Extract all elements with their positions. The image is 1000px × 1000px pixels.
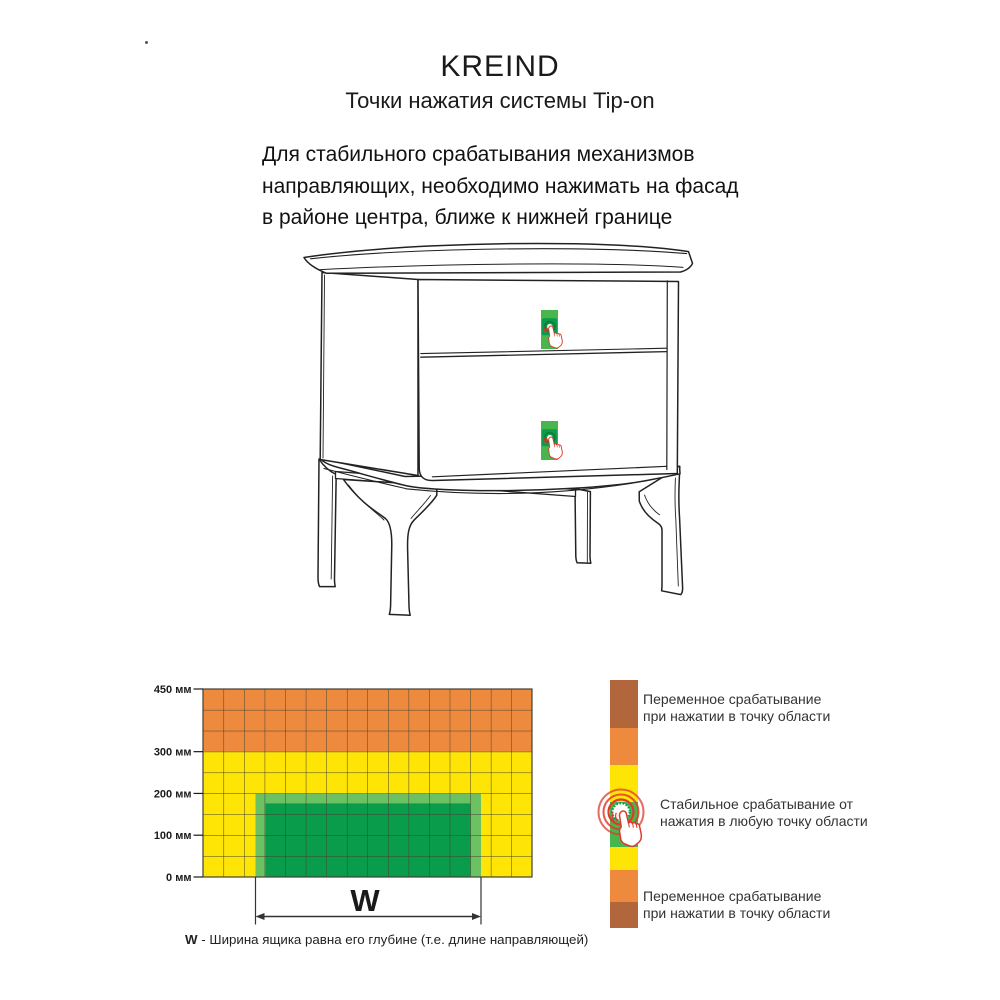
y-tick-label-200: 200 мм (153, 788, 192, 801)
y-tick-label-100: 100 мм (153, 830, 192, 843)
caption-text: - Ширина ящика равна его глубине (т.е. длине направляющей) (197, 932, 589, 947)
furniture-leg-front-left (344, 480, 437, 616)
y-tick-label-300: 300 мм (153, 746, 192, 759)
furniture-side-panel (320, 273, 418, 476)
legend-bar-segment-brown (610, 680, 638, 728)
brand-title: KREIND (440, 50, 560, 83)
legend-item-variable-top (643, 691, 830, 725)
legend-item-line: нажатия в любую точку области (660, 813, 868, 829)
legend-item-line: Стабильное срабатывание от (660, 796, 854, 812)
y-tick-label-450: 450 мм (153, 683, 192, 696)
legend-item-line: при нажатии в точку области (643, 708, 831, 724)
caption-w: W (185, 932, 198, 947)
y-tick-label-0: 0 мм (166, 871, 192, 884)
legend-item-line: Переменное срабатывание (643, 888, 822, 904)
chart-caption (185, 932, 615, 947)
furniture-leg-rear-right (575, 489, 591, 564)
legend-item-line: Переменное срабатывание (643, 691, 822, 707)
stray-dot-artifact (145, 41, 148, 44)
legend-bar-segment-orange (610, 870, 638, 902)
furniture-illustration (280, 238, 720, 638)
pressure-zone-chart (150, 675, 580, 965)
legend-item-line: при нажатии в точку области (643, 905, 831, 921)
description-line-2: направляющих, необходимо нажимать на фасад (262, 174, 739, 198)
arrowhead-right (472, 913, 481, 920)
legend-bar-segment-brown (610, 902, 638, 928)
width-label: W (350, 883, 380, 918)
legend-item-variable-bottom (643, 888, 830, 922)
press-indicator-icon (588, 778, 668, 858)
grid-lines (203, 689, 532, 877)
furniture-leg-rear-left (318, 459, 336, 587)
legend-bar-segment-orange (610, 728, 638, 765)
furniture-top (304, 243, 693, 273)
description-line-1: Для стабильного срабатывания механизмов (262, 143, 695, 166)
legend-item-stable (660, 796, 868, 830)
page-subtitle: Точки нажатия системы Tip-on (345, 88, 655, 113)
description-text (262, 139, 782, 234)
arrowhead-left (256, 913, 265, 920)
description-line-3: в районе центра, ближе к нижней границе (262, 206, 673, 229)
